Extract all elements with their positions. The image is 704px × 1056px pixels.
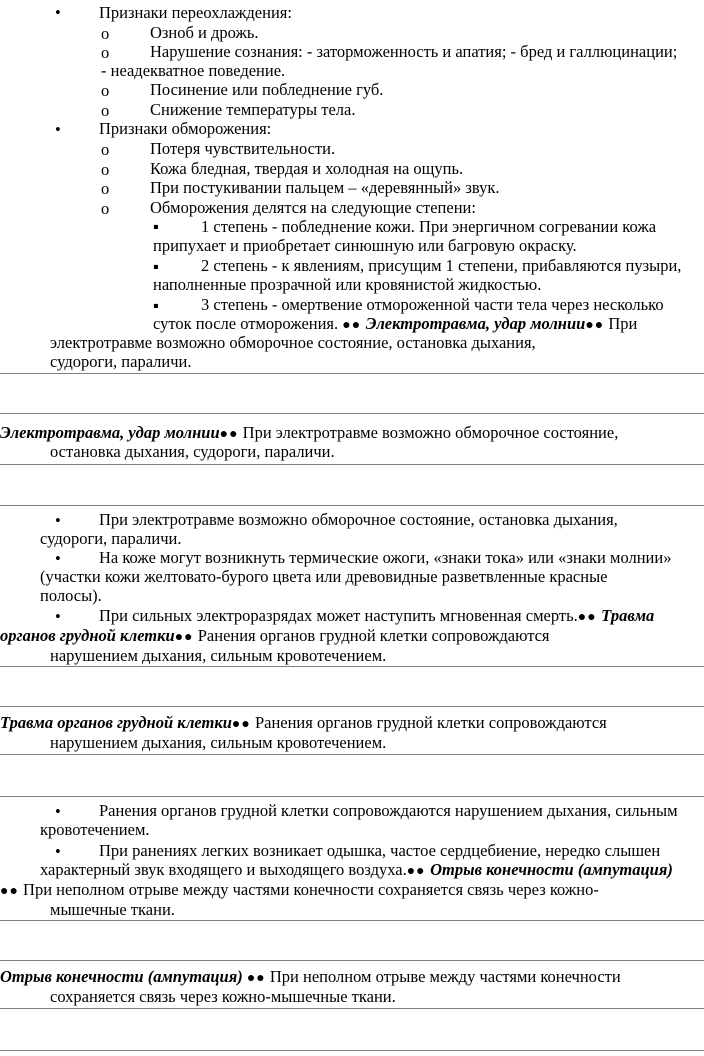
- text-line: [0, 967, 621, 988]
- text-line: Потеря чувствительности.: [150, 139, 336, 158]
- divider: [0, 920, 704, 921]
- text-line: Снижение температуры тела.: [150, 100, 356, 119]
- text-line: нарушением дыхания, сильным кровотечением.: [50, 646, 387, 665]
- text-line: o: [101, 101, 110, 120]
- text-line: 2 степень - к явлениям, присущим 1 степени, прибавляются пузыри,: [201, 256, 682, 275]
- text-line: Признаки обморожения:: [99, 119, 272, 138]
- text-line: •: [55, 120, 61, 139]
- bullet-dots: ●●: [231, 717, 251, 732]
- text-line: [153, 314, 637, 335]
- bullet-dots: ●●: [0, 884, 19, 899]
- divider: [0, 796, 704, 797]
- text-line: Озноб и дрожь.: [150, 23, 259, 42]
- section-heading: Электротравма, удар молнии: [365, 314, 586, 333]
- text-line: Обморожения делятся на следующие степени:: [150, 198, 476, 217]
- text-line: Нарушение сознания: - заторможенность и апатия; - бред и галлюцинации;: [150, 42, 678, 61]
- divider: [0, 706, 704, 707]
- text-line: [0, 423, 618, 444]
- text-span: При неполном отрыве между частями конечности сохраняется связь через кожно-: [18, 880, 599, 899]
- text-line: - неадекватное поведение.: [101, 61, 286, 80]
- text-line: [0, 626, 550, 647]
- text-line: o: [101, 140, 110, 159]
- text-line: ▪: [153, 296, 159, 315]
- text-line: Кожа бледная, твердая и холодная на ощупь.: [150, 159, 464, 178]
- text-line: судороги, параличи.: [50, 352, 192, 371]
- bullet-dots: ●●: [577, 610, 602, 625]
- text-line: [40, 860, 673, 881]
- text-line: нарушением дыхания, сильным кровотечением.: [50, 733, 387, 752]
- text-line: При постукивании пальцем – «деревянный» звук.: [150, 178, 500, 197]
- text-line: ▪: [153, 257, 159, 276]
- text-line: кровотечением.: [40, 820, 150, 839]
- text-span: суток после отморожения.: [153, 314, 343, 333]
- text-line: o: [101, 24, 110, 43]
- text-line: o: [101, 81, 110, 100]
- text-line: При ранениях легких возникает одышка, частое сердцебиение, нередко слышен: [99, 841, 661, 860]
- text-span: При сильных электроразрядах может наступить мгновенная смерть.: [99, 606, 578, 625]
- text-line: 3 степень - омертвение отмороженной части тела через несколько: [201, 295, 664, 314]
- text-line: •: [55, 802, 61, 821]
- text-line: остановка дыхания, судороги, параличи.: [50, 442, 335, 461]
- section-heading: Отрыв конечности (ампутация): [0, 967, 247, 986]
- section-heading: Электротравма, удар молнии: [0, 423, 220, 442]
- text-line: полосы).: [40, 586, 102, 605]
- text-line: o: [101, 179, 110, 198]
- text-line: наполненные прозрачной или кровянистой жидкостью.: [153, 275, 542, 294]
- text-line: судороги, параличи.: [40, 529, 182, 548]
- divider: [0, 413, 704, 414]
- bullet-dots: ●●: [246, 971, 266, 986]
- section-heading: Травма: [601, 606, 655, 625]
- text-line: При электротравме возможно обморочное состояние, остановка дыхания,: [99, 510, 618, 529]
- text-line: Посинение или побледнение губ.: [150, 80, 384, 99]
- bullet-dots: ●●: [219, 427, 239, 442]
- divider: [0, 754, 704, 755]
- text-span: При: [604, 314, 638, 333]
- text-line: На коже могут возникнуть термические ожоги, «знаки тока» или «знаки молнии»: [99, 548, 672, 567]
- text-span: Ранения органов грудной клетки сопровождаются: [193, 626, 550, 645]
- divider: [0, 960, 704, 961]
- section-heading: Отрыв конечности (ампутация): [430, 860, 673, 879]
- bullet-dots: ●●: [174, 630, 194, 645]
- text-line: •: [55, 607, 61, 626]
- text-line: •: [55, 511, 61, 530]
- text-line: o: [101, 199, 110, 218]
- divider: [0, 505, 704, 506]
- divider: [0, 1050, 704, 1051]
- text-span: При электротравме возможно обморочное состояние,: [238, 423, 619, 442]
- text-line: [0, 713, 607, 734]
- text-span: При неполном отрыве между частями конечности: [265, 967, 621, 986]
- text-line: o: [101, 43, 110, 62]
- text-line: 1 степень - побледнение кожи. При энергичном согревании кожа: [201, 217, 657, 236]
- divider: [0, 464, 704, 465]
- bullet-dots: ●●: [406, 864, 431, 879]
- text-line: Ранения органов грудной клетки сопровождаются нарушением дыхания, сильным: [99, 801, 678, 820]
- divider: [0, 373, 704, 374]
- text-line: (участки кожи желтовато-бурого цвета или древовидные разветвленные красные: [40, 567, 608, 586]
- text-line: ▪: [153, 217, 159, 236]
- text-line: •: [55, 842, 61, 861]
- bullet-dots: ●●: [585, 318, 605, 333]
- text-line: •: [55, 3, 61, 22]
- text-span: характерный звук входящего и выходящего воздуха.: [40, 860, 407, 879]
- text-line: [99, 606, 654, 627]
- text-line: мышечные ткани.: [50, 900, 175, 919]
- text-line: припухает и приобретает синюшную или багровую окраску.: [153, 236, 577, 255]
- text-line: [0, 880, 599, 901]
- text-line: Признаки переохлаждения:: [99, 3, 292, 22]
- text-line: •: [55, 549, 61, 568]
- bullet-dots: ●●: [342, 318, 366, 333]
- text-line: o: [101, 160, 110, 179]
- text-line: сохраняется связь через кожно-мышечные ткани.: [50, 987, 396, 1006]
- section-heading: Травма органов грудной клетки: [0, 713, 232, 732]
- section-heading: органов грудной клетки: [0, 626, 175, 645]
- divider: [0, 1008, 704, 1009]
- divider: [0, 666, 704, 667]
- text-span: Ранения органов грудной клетки сопровождаются: [250, 713, 607, 732]
- text-line: электротравме возможно обморочное состояние, остановка дыхания,: [50, 333, 536, 352]
